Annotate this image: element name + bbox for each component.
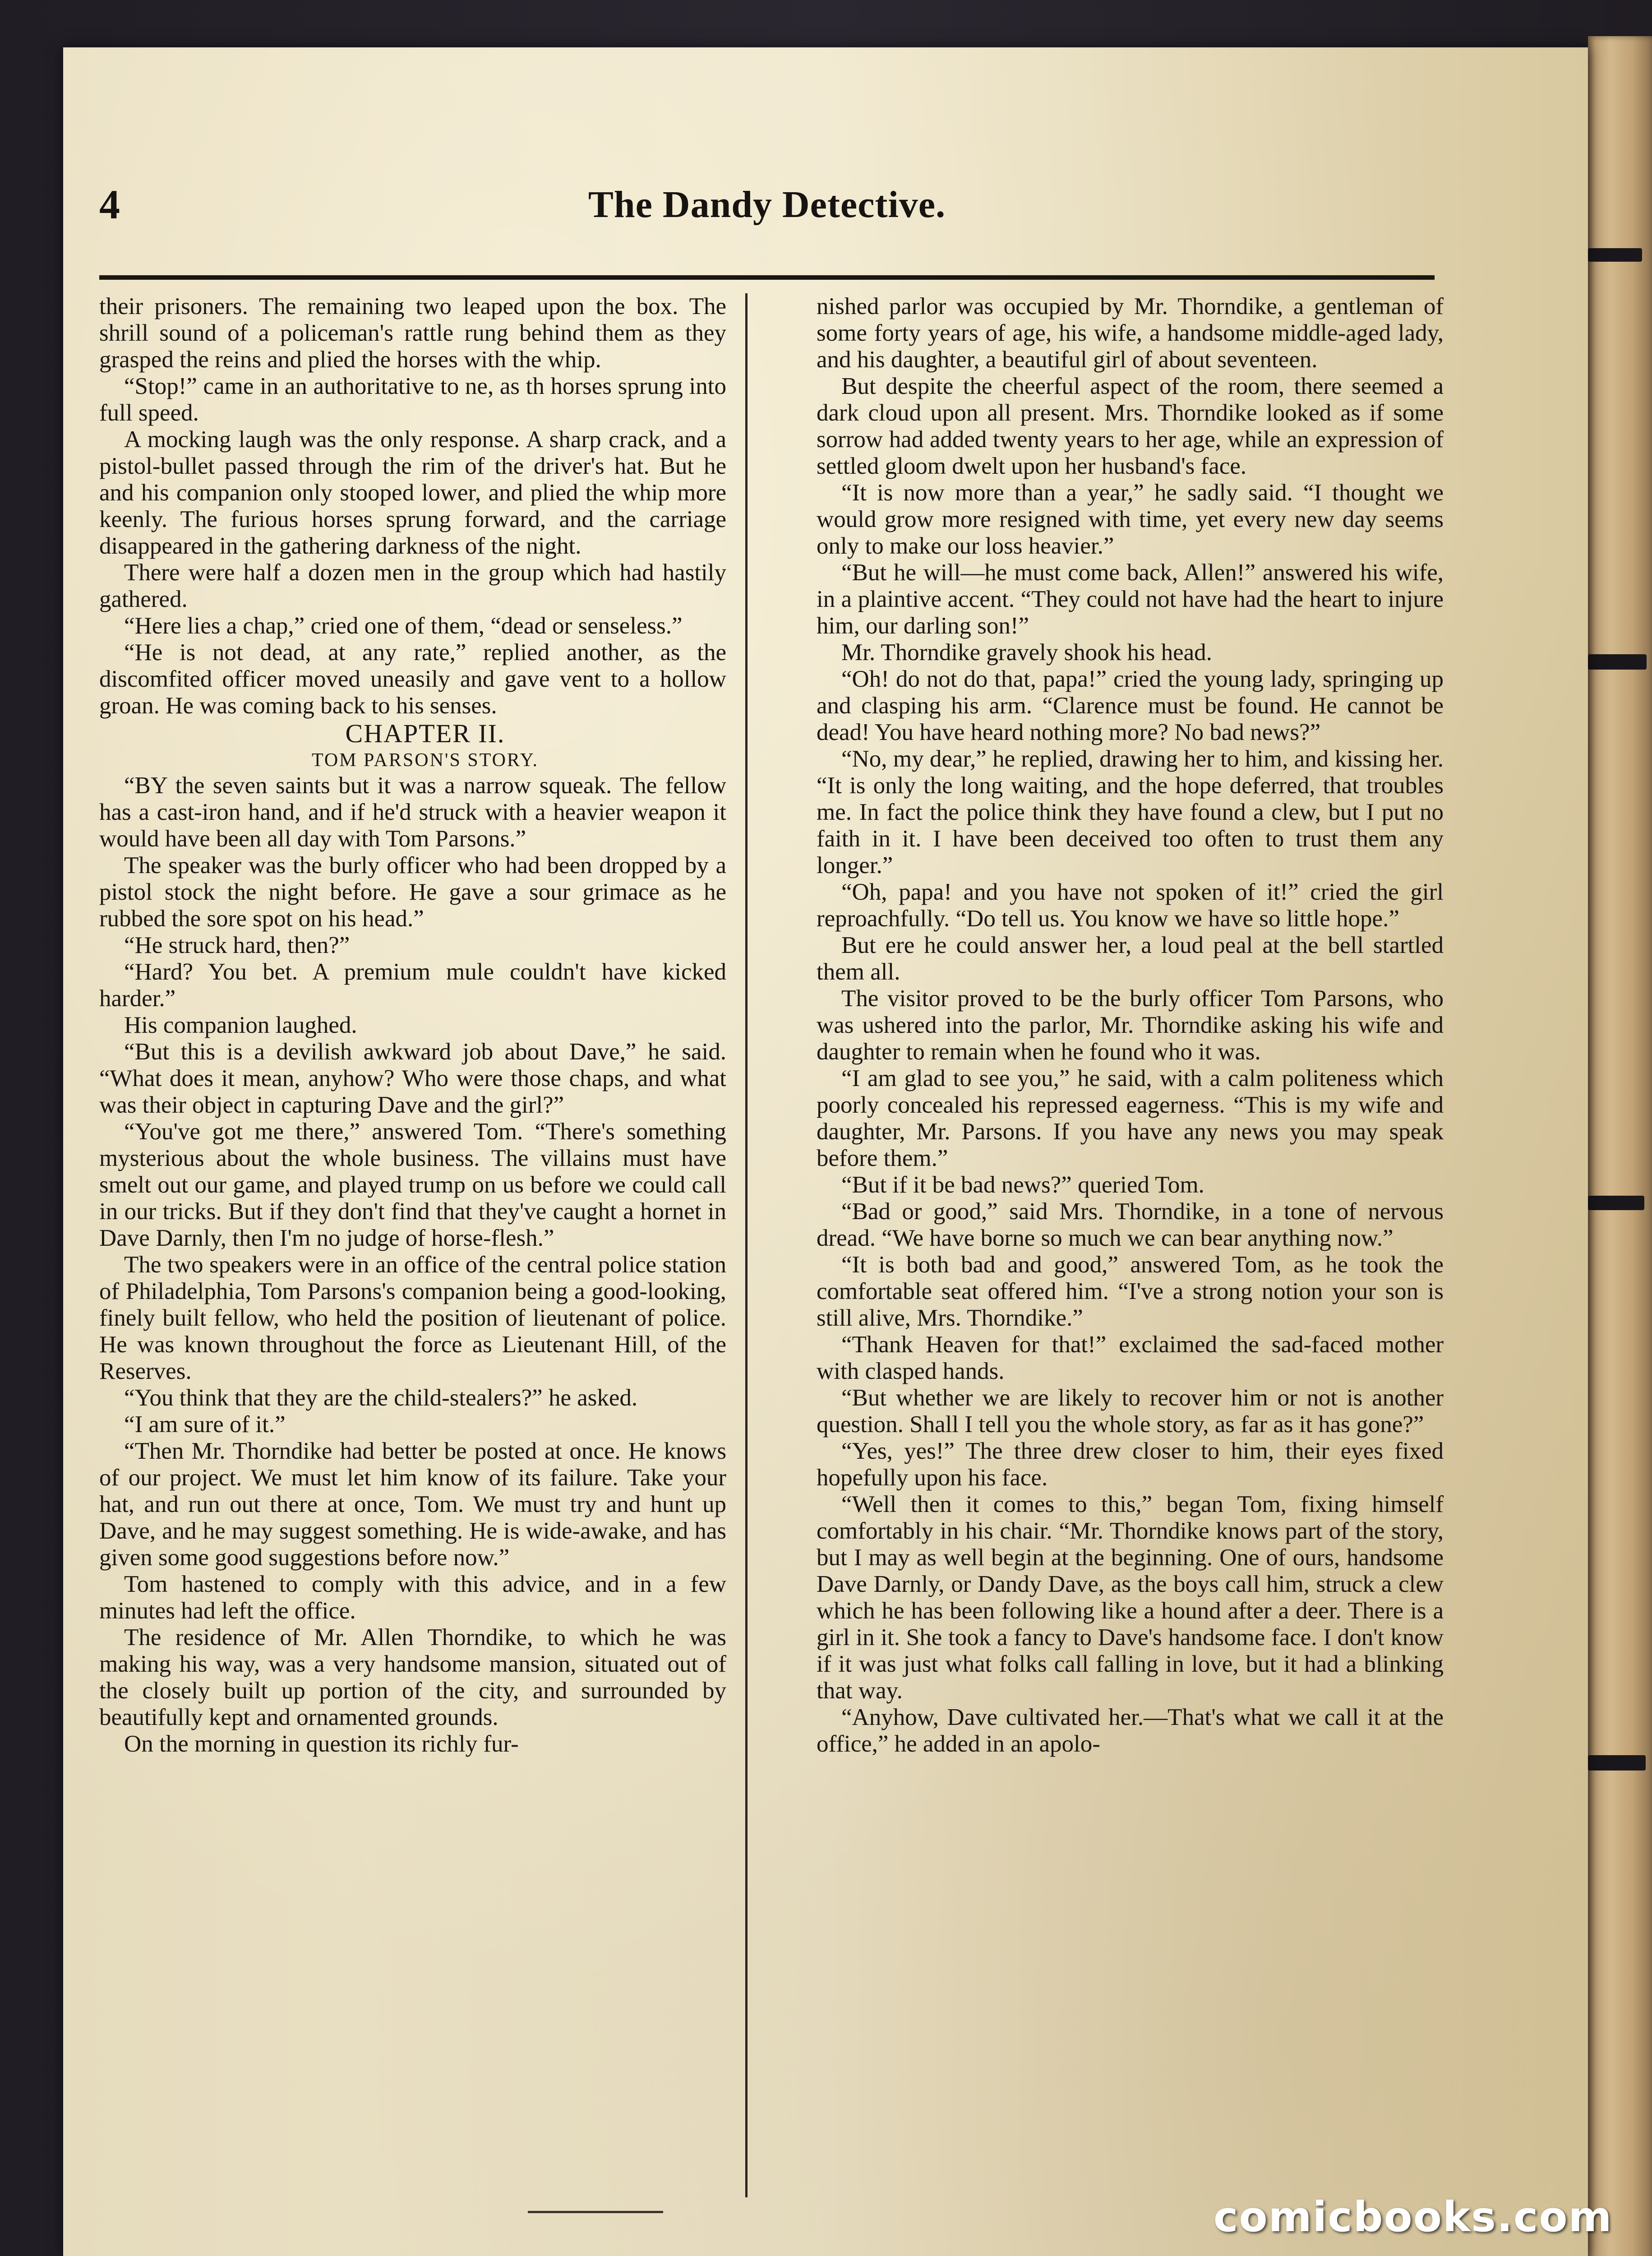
paragraph: “Stop!” came in an authoritative to ne, as th horses sprung into full speed. bbox=[99, 373, 726, 426]
paragraph: “Yes, yes!” The three drew closer to him, their eyes fixed hopefully upon his face. bbox=[817, 1438, 1444, 1491]
paragraph: “Well then it comes to this,” began Tom, fixing himself comfortably in his chair. “Mr. Thorndike knows part of the story, but I may as well begin at the beginning. One of ours, handsome Dave Darnly, or Dandy Dave, as the boys call him, struck a clew which he has been following like a hound after a deer. There is a girl in it. She took a fancy to Dave's handsome face. I don't know if it was just what folks call falling in love, but it had a blinking that way. bbox=[817, 1491, 1444, 1704]
paragraph: “Here lies a chap,” cried one of them, “dead or senseless.” bbox=[124, 613, 683, 639]
paragraph: “It is both bad and good,” answered Tom, as he took the comfortable seat offered him. “I've a strong notion your son is still alive, Mrs. Thorndike.” bbox=[817, 1252, 1444, 1331]
paragraph: nished parlor was occupied by Mr. Thorndike, a gentleman of some forty years of age, his wife, a handsome middle-aged lady, and his daughter, a beautiful girl of about seventeen. bbox=[817, 293, 1444, 373]
left-column bbox=[99, 293, 726, 2202]
paragraph: “Oh! do not do that, papa!” cried the young lady, springing up and clasping his arm. “Clarence must be found. He cannot be dead! You have heard nothing more? No bad news?” bbox=[817, 666, 1444, 745]
paragraph: A mocking laugh was the only response. A sharp crack, and a pistol-bullet passed through the rim of the driver's hat. But he and his companion only stooped lower, and plied the whip more keenly. The furious horses sprung forward, and the carriage disappeared in the gathering darkness of the night. bbox=[99, 426, 726, 559]
paragraph: “Then Mr. Thorndike had better be posted at once. He knows of our project. We must let him know of its failure. Take your hat, and run out there at once, Tom. We must try and hunt up Dave, and he may suggest something. He is wide-awake, and has given some good suggestions before now.” bbox=[99, 1438, 726, 1571]
binding-tear bbox=[1588, 654, 1647, 670]
paragraph: The two speakers were in an office of the central police station of Philadelphia, Tom Parsons's companion being a good-looking, finely built fellow, who held the position of lieutenant of police. He was known throughout the force as Lieutenant Hill, of the Reserves. bbox=[99, 1252, 726, 1384]
paragraph: their prisoners. The remaining two leaped upon the box. The shrill sound of a policeman's rattle rung behind them as they grasped the reins and plied the horses with the whip. bbox=[99, 293, 726, 373]
newspaper-page bbox=[63, 47, 1588, 2256]
paragraph: “Oh, papa! and you have not spoken of it!” cried the girl reproachfully. “Do tell us. You know we have so little hope.” bbox=[817, 879, 1444, 932]
paragraph: “Bad or good,” said Mrs. Thorndike, in a tone of nervous dread. “We have borne so much we can bear anything now.” bbox=[817, 1198, 1444, 1251]
paragraph: The residence of Mr. Allen Thorndike, to which he was making his way, was a very handsome mansion, situated out of the closely built up portion of the city, and surrounded by beautifully kept and ornamented grounds. bbox=[99, 1624, 726, 1730]
page-header bbox=[99, 169, 1435, 268]
paragraph: The visitor proved to be the burly officer Tom Parsons, who was ushered into the parlor, Mr. Thorndike asking his wife and daughter to remain when he found who it was. bbox=[817, 985, 1444, 1065]
binding-tear bbox=[1588, 248, 1642, 262]
binding-tear bbox=[1588, 1196, 1644, 1210]
paragraph: “Anyhow, Dave cultivated her.—That's what we call it at the office,” he added in an apolo- bbox=[817, 1704, 1444, 1757]
paragraph: “But this is a devilish awkward job about Dave,” he said. “What does it mean, anyhow? Who were those chaps, and what was their object in capturing Dave and the girl?” bbox=[99, 1039, 726, 1118]
paragraph: “But he will—he must come back, Allen!” answered his wife, in a plaintive accent. “They could not have had the heart to injure him, our darling son!” bbox=[817, 559, 1444, 639]
paragraph: “No, my dear,” he replied, drawing her to him, and kissing her. “It is only the long waiting, and the hope deferred, that troubles me. In fact the police think they have found a clew, but I put no faith in it. I have been deceived too often to trust them any longer.” bbox=[817, 746, 1444, 878]
header-rule bbox=[99, 275, 1435, 280]
paragraph: Tom hastened to comply with this advice, and in a few minutes had left the office. bbox=[99, 1571, 726, 1624]
right-column bbox=[817, 293, 1444, 2202]
paragraph: But despite the cheerful aspect of the room, there seemed a dark cloud upon all present. Mrs. Thorndike looked as if some sorrow had added twenty years to her age, while an expression of settled gloom dwelt upon her husband's face. bbox=[817, 373, 1444, 479]
paragraph: “I am glad to see you,” he said, with a calm politeness which poorly concealed his repressed eagerness. “This is my wife and daughter, Mr. Parsons. If you have any news you may speak before them.” bbox=[817, 1065, 1444, 1171]
bottom-rule bbox=[528, 2211, 663, 2213]
paragraph: “I am sure of it.” bbox=[124, 1411, 286, 1438]
paragraph: “Hard? You bet. A premium mule couldn't have kicked harder.” bbox=[99, 959, 726, 1012]
watermark: comicbooks.com bbox=[1214, 2193, 1613, 2241]
right-column-text bbox=[817, 293, 1444, 1757]
running-title: The Dandy Detective. bbox=[588, 184, 946, 226]
paragraph: “You've got me there,” answered Tom. “There's something mysterious about the whole business. The villains must have smelt out our game, and played trump on us before we could call in our tricks. But if they don't find that they've caught a hornet in Dave Darnly, then I'm no judge of horse-flesh.” bbox=[99, 1119, 726, 1251]
column-divider bbox=[745, 293, 748, 2197]
adjacent-page-edge bbox=[1588, 36, 1652, 2256]
paragraph: Mr. Thorndike gravely shook his head. bbox=[841, 639, 1212, 666]
binding-tear bbox=[1588, 1755, 1646, 1771]
chapter-title: CHAPTER II. bbox=[345, 719, 505, 748]
paragraph: “But if it be bad news?” queried Tom. bbox=[841, 1172, 1204, 1198]
chapter-text bbox=[99, 772, 726, 1757]
paragraph: “It is now more than a year,” he sadly said. “I thought we would grow more resigned with time, yet every new day seems only to make our loss heavier.” bbox=[817, 480, 1444, 559]
paragraph: The speaker was the burly officer who had been dropped by a pistol stock the night before. He gave a sour grimace as he rubbed the sore spot on his head.” bbox=[99, 852, 726, 932]
paragraph: “But whether we are likely to recover him or not is another question. Shall I tell you the whole story, as far as it has gone?” bbox=[817, 1385, 1444, 1438]
page-number: 4 bbox=[99, 181, 120, 227]
paragraph: “Thank Heaven for that!” exclaimed the sad-faced mother with clasped hands. bbox=[817, 1331, 1444, 1384]
paragraph: But ere he could answer her, a loud peal at the bell startled them all. bbox=[817, 932, 1444, 985]
paragraph: “You think that they are the child-stealers?” he asked. bbox=[124, 1385, 638, 1411]
paragraph: “He is not dead, at any rate,” replied another, as the discomfited officer moved uneasily and gave vent to a hollow groan. He was coming back to his senses. bbox=[99, 639, 726, 719]
left-column-text bbox=[99, 293, 726, 719]
paragraph: There were half a dozen men in the group which had hastily gathered. bbox=[99, 559, 726, 612]
paragraph: “He struck hard, then?” bbox=[124, 932, 350, 958]
paragraph: His companion laughed. bbox=[124, 1012, 357, 1038]
paragraph: “BY the seven saints but it was a narrow squeak. The fellow has a cast-iron hand, and if he'd struck with a heavier weapon it would have been all day with Tom Parsons.” bbox=[99, 772, 726, 852]
paragraph: On the morning in question its richly fur- bbox=[124, 1731, 519, 1757]
chapter-subtitle: TOM PARSON'S STORY. bbox=[311, 750, 539, 771]
